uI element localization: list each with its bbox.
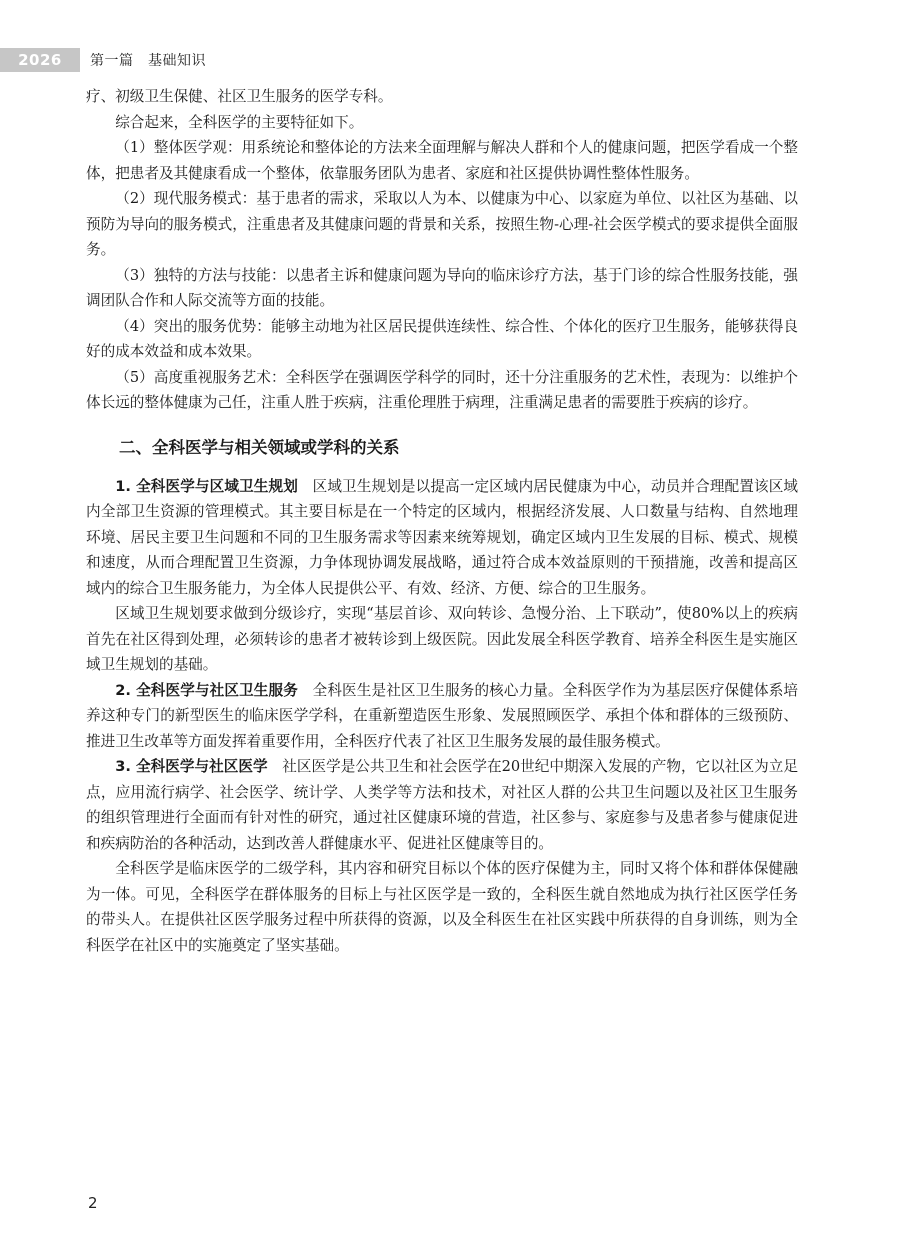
subsection-lead: 3. 全科医学与社区医学 [115, 758, 268, 775]
year-badge: 2026 [0, 48, 80, 72]
feature-item-2: （2）现代服务模式：基于患者的需求，采取以人为本、以健康为中心、以家庭为单位、以社区为基础、以预防为导向的服务模式，注重患者及其健康问题的背景和关系，按照生物-心理-社会医学模式的要求提供全面服务。 [86, 190, 798, 258]
subsection-lead: 2. 全科医学与社区卫生服务 [115, 681, 298, 699]
feature-item-1: （1）整体医学观：用系统论和整体论的方法来全面理解与解决人群和个人的健康问题，把医学看成一个整体，把患者及其健康看成一个整体，依靠服务团队为患者、家庭和社区提供协调性整体性服务。 [86, 139, 798, 182]
subsection-text: 社区医学是公共卫生和社会医学在20世纪中期深入发展的产物，它以社区为立足点，应用流行病学、社会医学、统计学、人类学等方法和技术，对社区人群的公共卫生问题以及社区卫生服务的组织管理进行全面而有针对性的研究，通过社区健康环境的营造，社区参与、家庭参与及患者参与健康促进和疾病防治的各种活动，达到改善人群健康水平、促进社区健康等目的。 [86, 758, 798, 852]
paragraph-continuation: 疗、初级卫生保健、社区卫生服务的医学专科。 [86, 88, 393, 105]
subsection-community-medicine [86, 754, 798, 856]
section-heading: 二、全科医学与相关领域或学科的关系 [119, 437, 400, 457]
paragraph-conclusion: 全科医学是临床医学的二级学科，其内容和研究目标以个体的医疗保健为主，同时又将个体和群体保健融为一体。可见，全科医学在群体服务的目标上与社区医学是一致的，全科医生就自然地成为执行社区医学任务的带头人。在提供社区医学服务过程中所获得的资源，以及全科医生在社区实践中所获得的自身训练，则为全科医学在社区中的实施奠定了坚实基础。 [86, 860, 798, 954]
page-number: 2 [88, 1194, 98, 1212]
subsection-text: 区域卫生规划是以提高一定区域内居民健康为中心，动员并合理配置该区域内全部卫生资源的管理模式。其主要目标是在一个特定的区域内，根据经济发展、人口数量与结构、自然地理环境、居民主要卫生问题和不同的卫生服务需求等因素来统筹规划，确定区域内卫生发展的目标、模式、规模和速度，从而合理配置卫生资源，力争体现协调发展战略，通过符合成本效益原则的干预措施，改善和提高区域内的综合卫生服务能力，为全体人民提供公平、有效、经济、方便、综合的卫生服务。 [86, 477, 798, 597]
feature-item-4: （4）突出的服务优势：能够主动地为社区居民提供连续性、综合性、个体化的医疗卫生服务，能够获得良好的成本效益和成本效果。 [86, 317, 798, 360]
running-section-title: 第一篇 基础知识 [90, 53, 206, 69]
paragraph-tiered-care: 区域卫生规划要求做到分级诊疗，实现“基层首诊、双向转诊、急慢分治、上下联动”，使80%以上的疾病首先在社区得到处理，必须转诊的患者才被转诊到上级医院。因此发展全科医学教育、培养全科医生是实施区域卫生规划的基础。 [86, 605, 798, 673]
feature-item-5: （5）高度重视服务艺术：全科医学在强调医学科学的同时，还十分注重服务的艺术性，表现为：以维护个体长远的整体健康为己任，注重人胜于疾病，注重伦理胜于病理，注重满足患者的需要胜于疾病的诊疗。 [86, 368, 798, 411]
paragraph-summary: 综合起来，全科医学的主要特征如下。 [115, 113, 364, 131]
page-header [0, 48, 206, 72]
subsection-text: 全科医生是社区卫生服务的核心力量。全科医学作为为基层医疗保健体系培养这种专门的新型医生的临床医学学科，在重新塑造医生形象、发展照顾医学、承担个体和群体的三级预防、推进卫生改革等方面发挥着重要作用，全科医疗代表了社区卫生服务发展的最佳服务模式。 [86, 681, 798, 750]
subsection-lead: 1. 全科医学与区域卫生规划 [115, 477, 298, 495]
subsection-community-health-service [86, 678, 798, 755]
subsection-regional-planning [86, 474, 798, 602]
page-body [86, 84, 798, 958]
feature-item-3: （3）独特的方法与技能：以患者主诉和健康问题为导向的临床诊疗方法，基于门诊的综合性服务技能，强调团队合作和人际交流等方面的技能。 [86, 266, 798, 309]
